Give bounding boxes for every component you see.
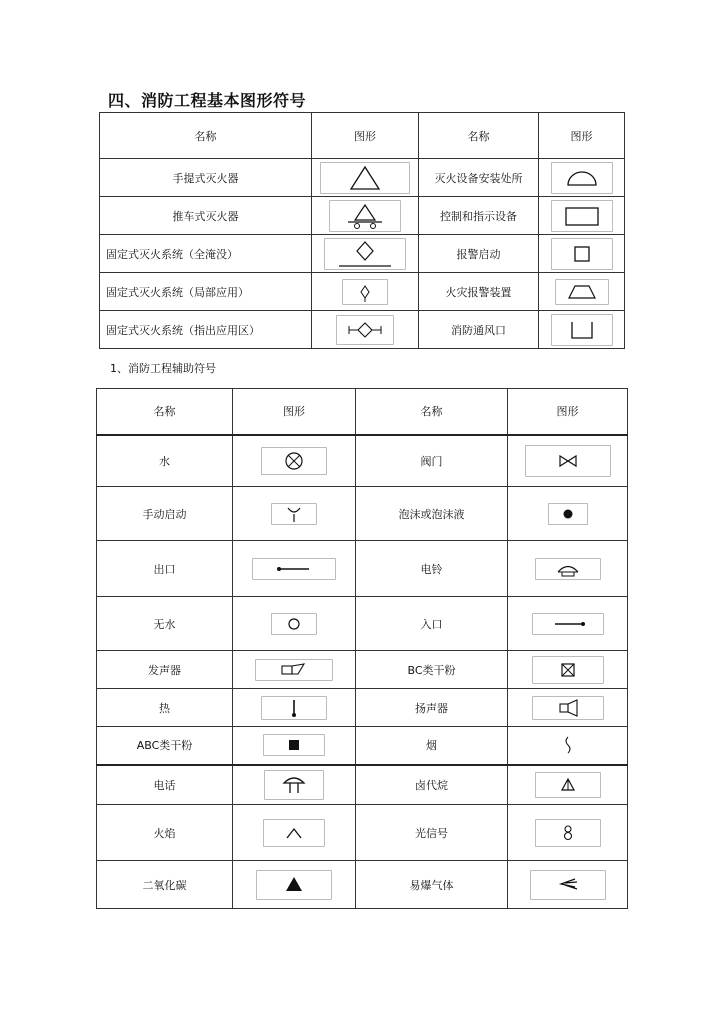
row-label: 扬声器 [356, 689, 508, 727]
table-row [100, 235, 625, 273]
smoke-icon [552, 734, 584, 756]
row-label: 固定式灭火系统（局部应用） [100, 273, 312, 311]
page-title: 四、消防工程基本图形符号 [108, 91, 307, 110]
trapezoid-icon [555, 279, 609, 305]
row-label: 二氧化碳 [97, 861, 233, 909]
header-symbol: 图形 [233, 389, 356, 435]
row-label: 阀门 [356, 435, 508, 487]
row-label: 电话 [97, 765, 233, 805]
square-x-icon [532, 656, 604, 684]
row-label: 电铃 [356, 541, 508, 597]
table-row [97, 487, 628, 541]
header-symbol: 图形 [508, 389, 628, 435]
row-label: 热 [97, 689, 233, 727]
table-header-row [97, 389, 628, 435]
light-signal-icon [535, 819, 601, 847]
row-label: 发声器 [97, 651, 233, 689]
table-row [97, 727, 628, 765]
square-icon [551, 238, 613, 270]
row-label: 推车式灭火器 [100, 197, 312, 235]
table-row [100, 311, 625, 349]
explosive-gas-icon [530, 870, 606, 900]
section-subtitle: 1、消防工程辅助符号 [110, 362, 216, 375]
table-row [97, 689, 628, 727]
rectangle-icon [551, 200, 613, 232]
table-row [97, 861, 628, 909]
filled-circle-icon [548, 503, 588, 525]
caret-icon [263, 819, 325, 847]
sounder-icon [255, 659, 333, 681]
row-label: 控制和指示设备 [419, 197, 539, 235]
table-row [97, 651, 628, 689]
table-header-row [100, 113, 625, 159]
half-circle-icon [551, 162, 613, 194]
row-label: 卤代烷 [356, 765, 508, 805]
triangle-on-wheels-icon [329, 200, 401, 232]
bell-icon [535, 558, 601, 580]
row-label: 固定式灭火系统（指出应用区） [100, 311, 312, 349]
bowtie-icon [525, 445, 611, 477]
small-diamond-stem-icon [342, 279, 388, 305]
diamond-with-bar-icon [324, 238, 406, 270]
header-name: 名称 [419, 113, 539, 159]
row-label: 火焰 [97, 805, 233, 861]
row-label: ABC类干粉 [97, 727, 233, 765]
table-row [97, 765, 628, 805]
telephone-icon [264, 770, 324, 800]
filled-triangle-icon [256, 870, 332, 900]
row-label: 烟 [356, 727, 508, 765]
header-symbol: 图形 [539, 113, 625, 159]
auxiliary-symbols-table [96, 388, 628, 909]
halon-triangle-icon [535, 772, 601, 798]
table-row [100, 273, 625, 311]
row-label: 灭火设备安装处所 [419, 159, 539, 197]
row-label: 消防通风口 [419, 311, 539, 349]
table-row [100, 159, 625, 197]
row-label: BC类干粉 [356, 651, 508, 689]
row-label: 光信号 [356, 805, 508, 861]
y-shape-icon [271, 503, 317, 525]
line-dot-left-icon [252, 558, 336, 580]
row-label: 入口 [356, 597, 508, 651]
triangle-icon [320, 162, 410, 194]
filled-square-icon [263, 734, 325, 756]
row-label: 报警启动 [419, 235, 539, 273]
header-name: 名称 [356, 389, 508, 435]
row-label: 无水 [97, 597, 233, 651]
table-row [100, 197, 625, 235]
thermometer-icon [261, 696, 327, 720]
table-row [97, 805, 628, 861]
row-label: 固定式灭火系统（全淹没） [100, 235, 312, 273]
row-label: 火灾报警装置 [419, 273, 539, 311]
row-label: 泡沫或泡沫液 [356, 487, 508, 541]
basic-symbols-table [99, 112, 625, 349]
row-label: 出口 [97, 541, 233, 597]
row-label: 手动启动 [97, 487, 233, 541]
circle-x-icon [261, 447, 327, 475]
header-name: 名称 [100, 113, 312, 159]
u-shape-icon [551, 314, 613, 346]
row-label: 易爆气体 [356, 861, 508, 909]
row-label: 水 [97, 435, 233, 487]
header-symbol: 图形 [312, 113, 419, 159]
diamond-arrows-icon [336, 315, 394, 345]
table-row [97, 435, 628, 487]
empty-circle-icon [271, 613, 317, 635]
speaker-icon [532, 696, 604, 720]
header-name: 名称 [97, 389, 233, 435]
table-row [97, 541, 628, 597]
row-label: 手提式灭火器 [100, 159, 312, 197]
line-dot-right-icon [532, 613, 604, 635]
table-row [97, 597, 628, 651]
